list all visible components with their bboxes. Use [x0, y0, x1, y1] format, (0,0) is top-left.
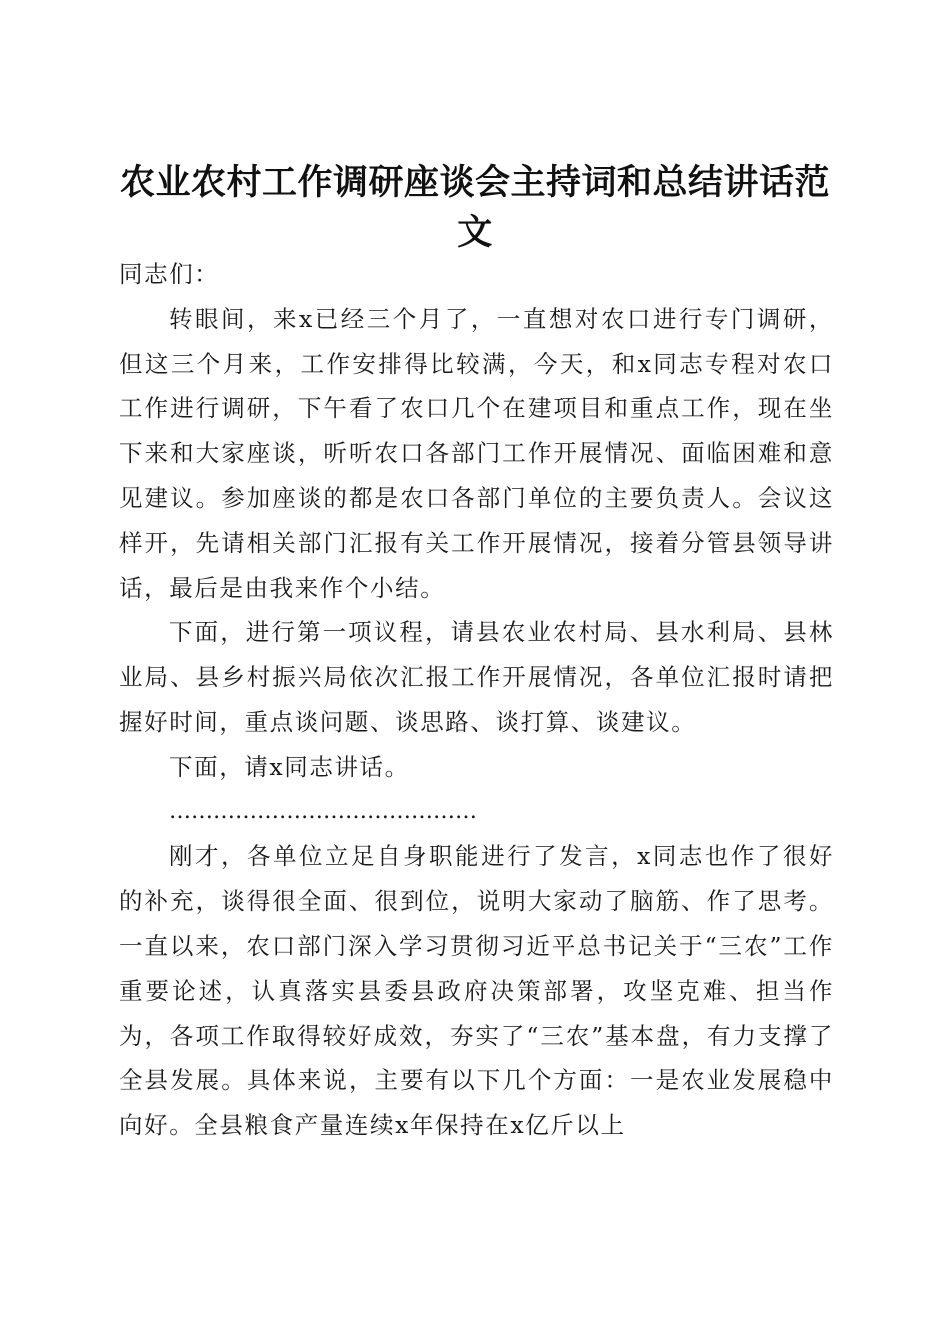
paragraph-opening: 转眼间，来x已经三个月了，一直想对农口进行专门调研，但这三个月来，工作安排得比较满，今天，和x同志专程对农口工作进行调研，下午看了农口几个在建项目和重点工作，现在坐下来和大家座谈，听听农口各部门工作开展情况、面临困难和意见建议。参加座谈的都是农口各部门单位的主要负责人。会议这样开，先请相关部门汇报有关工作开展情况，接着分管县领导讲话，最后是由我来作个小结。: [119, 304, 834, 602]
paragraph-invite-speaker: 下面，请x同志讲话。: [169, 752, 410, 781]
section-separator: ……………………………………: [169, 798, 477, 824]
document-title: 农业农村工作调研座谈会主持词和总结讲话范文: [119, 162, 830, 254]
document-body: [119, 252, 834, 1148]
salutation: 同志们：: [119, 260, 220, 288]
paragraph-summary: 刚才，各单位立足自身职能进行了发言，x同志也作了很好的补充，谈得很全面、很到位，说明大家动了脑筋、作了思考。一直以来，农口部门深入学习贯彻习近平总书记关于“三农”工作重要论述，认真落实县委县政府决策部署，攻坚克难、担当作为，各项工作取得较好成效，夯实了“三农”基本盘，有力支撑了全县发展。具体来说，主要有以下几个方面：一是农业发展稳中向好。全县粮食产量连续x年保持在x亿斤以上: [119, 842, 834, 1140]
paragraph-agenda: 下面，进行第一项议程，请县农业农村局、县水利局、县林业局、县乡村振兴局依次汇报工作开展情况，各单位汇报时请把握好时间，重点谈问题、谈思路、谈打算、谈建议。: [119, 618, 834, 736]
